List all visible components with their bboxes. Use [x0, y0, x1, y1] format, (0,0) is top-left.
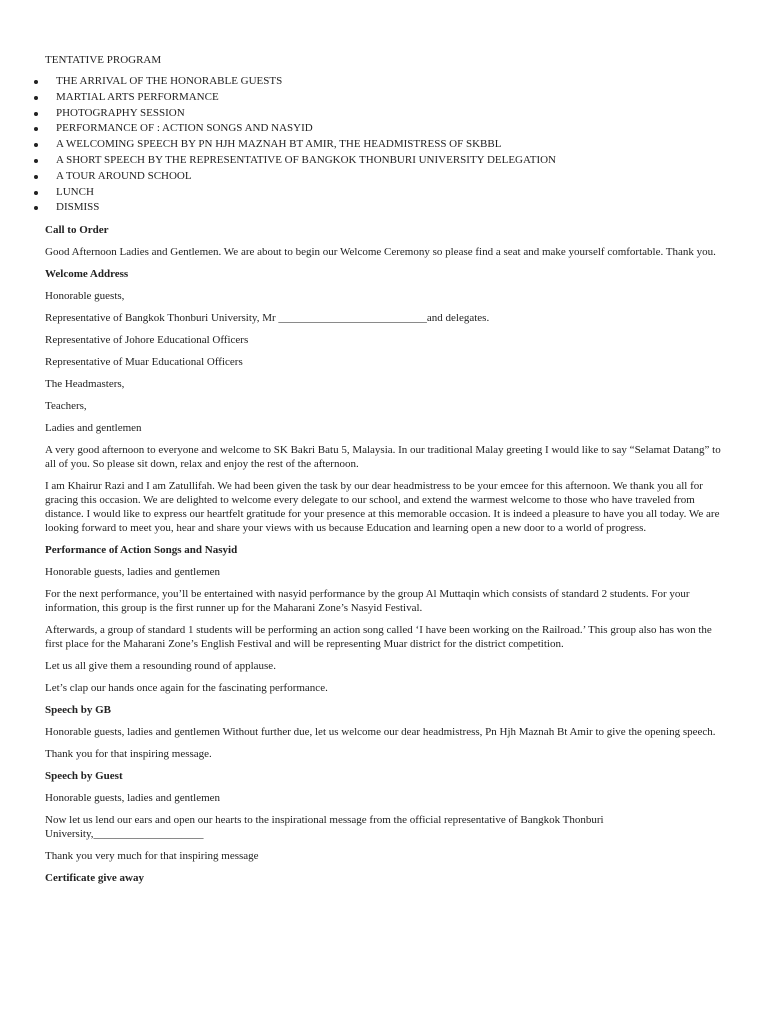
- paragraph: Representative of Muar Educational Officers: [45, 356, 243, 368]
- paragraph: Teachers,: [45, 400, 87, 412]
- program-list: [30, 74, 556, 216]
- section-heading: Performance of Action Songs and Nasyid: [45, 544, 238, 556]
- program-list-item: DISMISS: [30, 200, 556, 216]
- paragraph: Ladies and gentlemen: [45, 422, 142, 434]
- program-list-item: LUNCH: [30, 185, 556, 201]
- program-list-item: A TOUR AROUND SCHOOL: [30, 169, 556, 185]
- paragraph: Honorable guests, ladies and gentlemen: [45, 566, 221, 578]
- program-list-item: A SHORT SPEECH BY THE REPRESENTATIVE OF BANGKOK THONBURI UNIVERSITY DELEGATION: [30, 153, 556, 169]
- paragraph: Afterwards, a group of standard 1 students will be performing an action song called ‘I have been working on the Railroad.’ This group also has won the first place for the Maharani Zone’s English Festival and will be representing Muar district for the district competition.: [45, 624, 712, 650]
- paragraph: Good Afternoon Ladies and Gentlemen. We are about to begin our Welcome Ceremony so please find a seat and make yourself comfortable. Thank you.: [45, 246, 716, 258]
- paragraph: Let’s clap our hands once again for the fascinating performance.: [45, 682, 328, 694]
- section-heading: Speech by Guest: [45, 770, 123, 782]
- section-heading: Welcome Address: [45, 268, 129, 280]
- paragraph: Representative of Bangkok Thonburi University, Mr ___________________________and delegates.: [45, 312, 490, 324]
- paragraph: The Headmasters,: [45, 378, 125, 390]
- paragraph: Thank you very much for that inspiring message: [45, 850, 259, 862]
- paragraph: Representative of Johore Educational Officers: [45, 334, 249, 346]
- section-heading: Speech by GB: [45, 704, 112, 716]
- paragraph: A very good afternoon to everyone and welcome to SK Bakri Batu 5, Malaysia. In our traditional Malay greeting I would like to say “Selamat Datang” to all of you. So please sit down, relax and enjoy the rest of the afternoon.: [45, 444, 721, 470]
- paragraph: I am Khairur Razi and I am Zatullifah. We had been given the task by our dear headmistress to be your emcee for this afternoon. We thank you all for gracing this occasion. We are delighted to welcome every delegate to our school, and extend the warmest welcome to those who have traveled from distance. I would like to express our heartfelt gratitude for your presence at this memorable occasion. It is indeed a pleasure to have you all today. We are looking forward to meet you, hear and share your views with us because Education and learning open a new door to a world of progress.: [45, 480, 720, 534]
- paragraph: Honorable guests,: [45, 290, 125, 302]
- paragraph: Honorable guests, ladies and gentlemen Without further due, let us welcome our dear headmistress, Pn Hjh Maznah Bt Amir to give the opening speech.: [45, 726, 716, 738]
- program-list-item: PHOTOGRAPHY SESSION: [30, 106, 556, 122]
- paragraph: Honorable guests, ladies and gentlemen: [45, 792, 221, 804]
- program-list-item: THE ARRIVAL OF THE HONORABLE GUESTS: [30, 74, 556, 90]
- program-title: TENTATIVE PROGRAM: [45, 54, 162, 66]
- program-list-item: PERFORMANCE OF : ACTION SONGS AND NASYID: [30, 121, 556, 137]
- section-heading: Call to Order: [45, 224, 109, 236]
- paragraph: Now let us lend our ears and open our hearts to the inspirational message from the official representative of Bangkok Thonburi University,____________________: [45, 814, 604, 840]
- paragraph: Let us all give them a resounding round of applause.: [45, 660, 276, 672]
- document-body: [45, 223, 725, 893]
- program-list-item: MARTIAL ARTS PERFORMANCE: [30, 90, 556, 106]
- paragraph: For the next performance, you’ll be entertained with nasyid performance by the group Al Muttaqin which consists of standard 2 students. For your information, this group is the first runner up for the Maharani Zone’s Nasyid Festival.: [45, 588, 690, 614]
- paragraph: Thank you for that inspiring message.: [45, 748, 212, 760]
- program-list-item: A WELCOMING SPEECH BY PN HJH MAZNAH BT AMIR, THE HEADMISTRESS OF SKBBL: [30, 137, 556, 153]
- section-heading: Certificate give away: [45, 872, 144, 884]
